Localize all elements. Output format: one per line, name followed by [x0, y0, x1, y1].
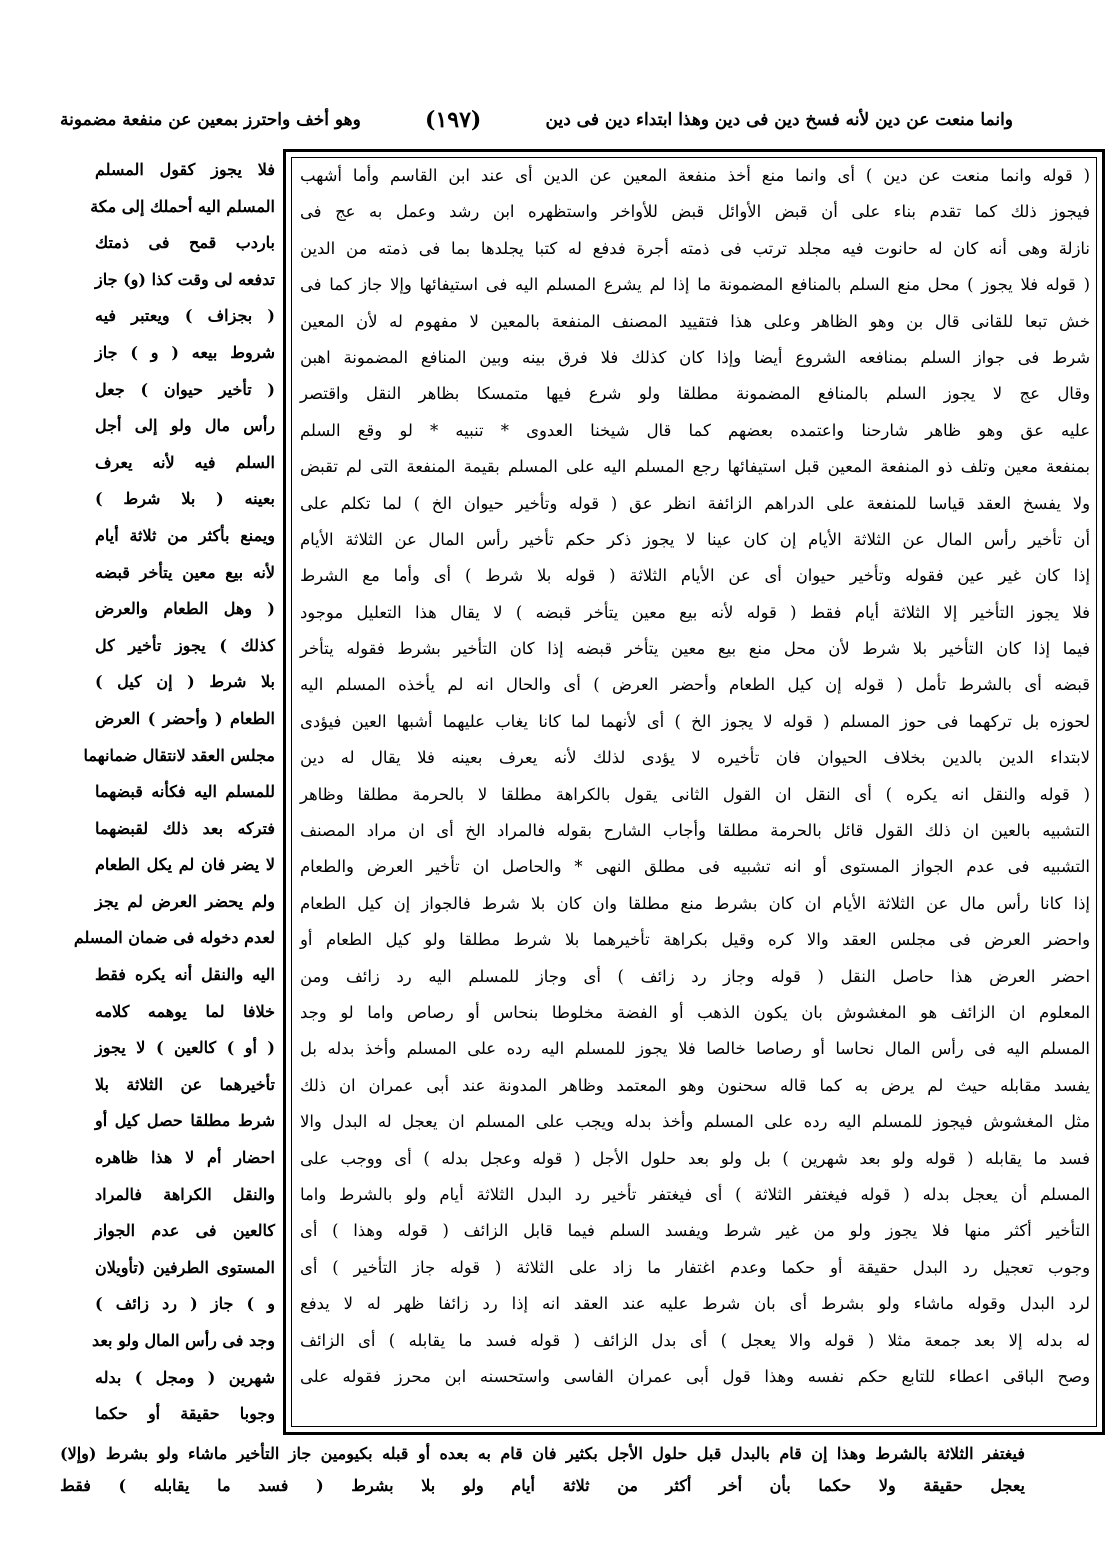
commentary-line: فيجوز ذلك كما تقدم بناء على أن قبض الأوائل قبض للأواخر واستظهره ابن رشد وعمل به عج فى [300, 202, 1090, 222]
margin-line: لعدم دخوله فى ضمان المسلم [73, 928, 275, 948]
commentary-line: أن تأخير رأس المال عن الثلاثة الأيام إن كان عينا لا يجوز ذكر حكم تأخير رأس المال عن الثلاثة الأيام [300, 529, 1090, 549]
commentary-text [300, 158, 1090, 1395]
margin-line: كالعين فى عدم الجواز [95, 1221, 275, 1241]
margin-line: ويمنع بأكثر من ثلاثة أيام [95, 525, 275, 545]
footer-line: يعجل حقيقة ولا حكما بأن أخر أكثر من ثلاثة أيام ولو بلا بشرط ( فسد ما يقابله ) فقط [60, 1476, 1025, 1495]
commentary-line: إذا كانا رأس مال عن الثلاثة الأيام ان كان بشرط منع مطلقا وان كان بلا شرط فالجواز إن كيل الطعام [300, 893, 1090, 913]
margin-line: ( بجزاف ) ويعتبر فيه [95, 306, 275, 326]
commentary-line: يفسد مقابله حيث لم يرض به كما قاله سحنون وهو المعتمد وظاهر المدونة عند أبى عمران ان ذلك [300, 1075, 1090, 1095]
margin-line: فتركه بعد ذلك لقبضهما [95, 818, 275, 838]
commentary-line: المعلوم ان الزائف هو المغشوش بان يكون الذهب أو الفضة مخلوطا بنحاس أو رصاص واما لو وجد [300, 1002, 1090, 1022]
commentary-line: التأخير أكثر منها فلا يجوز ولو من غير شرط ويفسد السلم فيما قابل الزائف ( قوله وهذا ) أى [300, 1221, 1090, 1241]
margin-line: خلافا لما يوهمه كلامه [95, 1001, 275, 1021]
margin-matn-text [73, 152, 275, 1433]
margin-line: اليه والنقل أنه يكره فقط [95, 965, 275, 985]
margin-line: شهرين ( ومجل ) بدله [95, 1367, 275, 1387]
margin-line: تأخيرهما عن الثلاثة بلا [95, 1074, 275, 1094]
margin-line: بعينه ( بلا شرط ) [95, 489, 275, 509]
commentary-line: قبضه أى بالشرط تأمل ( قوله إن كيل الطعام وأحضر العرض ) أى والحال انه لم يأخذه المسلم اليه [300, 675, 1090, 695]
margin-line: باردب قمح فى ذمتك [95, 233, 275, 253]
commentary-line: عليه عق وهو ظاهر شارحنا واعتمده بعضهم كما قال شيخنا العدوى * تنبيه * لو وقع السلم [300, 420, 1090, 440]
page-number: (١٩٧) [425, 107, 482, 133]
commentary-line: شرط فى جواز السلم بمنافعه الشروع أيضا وإذا كان كذلك فلا فرق بينه وبين المنافع المضمونة اهبن [300, 347, 1090, 367]
margin-line: احضار أم لا هذا ظاهره [95, 1148, 275, 1168]
margin-line: تدفعه لى وقت كذا (و) جاز [95, 269, 275, 289]
margin-line: ولم يحضر العرض لم يجز [95, 891, 275, 911]
commentary-line: إذا كان غير عين فقوله وتأخير حيوان أى عن الأيام الثلاثة ( قوله بلا شرط ) أى وأما مع الشرط [300, 566, 1090, 586]
margin-line: فلا يجوز كقول المسلم [95, 160, 275, 179]
margin-line: لأنه بيع معين يتأخر قبضه [95, 562, 275, 582]
commentary-line: فسد ما يقابله ( قوله ولو بعد شهرين ) بل ولو بعد حلول الأجل ( قوله وعجل بدله ) أى ووجب على [300, 1148, 1090, 1168]
margin-line: بلا شرط ( إن كيل ) [95, 672, 275, 692]
commentary-line: ( قوله فلا يجوز ) محل منع السلم بالمنافع المضمونة ما إذا لم يشرع المسلم اليه فى استيفائها وإلا جاز كما فى [300, 275, 1090, 295]
margin-line: شرط مطلقا حصل كيل أو [95, 1111, 275, 1131]
margin-line: وجوبا حقيقة أو حكما [95, 1404, 275, 1424]
commentary-line: وصح الباقى اعطاء للتابع حكم نفسه وهذا قول أبى عمران الفاسى واستحسنه ابن محرز فقوله على [300, 1366, 1090, 1386]
commentary-line: لابتداء الدين بالدين بخلاف الحيوان فان تأخيره لا يؤدى لذلك لأنه يعرف بعينه فلا يقال له دين [300, 748, 1090, 768]
commentary-line: التشبيه بالعين ان ذلك القول قائل بالحرمة مطلقا وأجاب الشارح بقوله فالمراد الخ أى ان مراد المصنف [300, 821, 1090, 841]
margin-line: للمسلم اليه فكأنه قبضهما [95, 782, 275, 802]
margin-line: ( أو ) كالعين ) لا يجوز [95, 1038, 275, 1058]
margin-line: وجد فى رأس المال ولو بعد [91, 1331, 275, 1350]
commentary-line: واحضر العرض فى مجلس العقد والا كره وقيل بكراهة تأخيرهما بلا شرط مطلقا ولو كيل الطعام أو [300, 930, 1090, 950]
commentary-line: ( قوله والنقل انه يكره ) أى النقل ان القول الثانى يقول بالكراهة مطلقا لا بالحرمة مطلقا وظاهر [300, 784, 1090, 804]
commentary-line: بمنفعة معين وتلف ذو المنفعة المعين قبل استيفائها رجع المسلم اليه على المسلم بقيمة المنفعة التى لم تقبض [300, 457, 1090, 477]
header-left-text: وهو أخف واحترز بمعين عن منفعة مضمونة [60, 110, 361, 130]
margin-line: رأس مال ولو إلى أجل [95, 416, 275, 436]
header-right-text: وانما منعت عن دين لأنه فسخ دين فى دين وهذا ابتداء دين فى دين [545, 110, 1013, 130]
footer-line: فيغتفر الثلاثة بالشرط وهذا إن قام بالبدل قبل حلول الأجل بكثير فان قام به بعده أو قبله بكيومين جاز التأخير ماشاء ولو بشرط (وإلا) [60, 1444, 1025, 1463]
commentary-line: ( قوله وانما منعت عن دين ) أى وانما منع أخذ منفعة المعين عن الدين أى عند ابن القاسم وأما أشهب [300, 166, 1090, 185]
margin-line: ( تأخير حيوان ) جعل [95, 379, 275, 399]
commentary-line: وجوب تعجيل رد البدل حقيقة أو حكما وعدم اغتفار ما زاد على الثلاثة ( قوله جاز التأخير ) أى [300, 1257, 1090, 1277]
margin-line: المستوى الطرفين (تأويلان [95, 1257, 275, 1277]
margin-line: المسلم اليه أحملك إلى مكة [90, 196, 275, 216]
commentary-line: وقال عج لا يجوز السلم بالمنافع المضمونة مطلقا ولو شرع فيها متمسكا بظاهر النقل واقتصر [300, 384, 1090, 404]
margin-line: لا يضر فان لم يكل الطعام [95, 855, 275, 875]
commentary-line: خش تبعا للقانى قال بن وهو الظاهر وعلى هذا فتقييد المصنف المنفعة بالمعين لا مفهوم له لأن المعين [300, 311, 1090, 331]
commentary-line: فلا يجوز التأخير إلا الثلاثة أيام فقط ( قوله لأنه بيع معين يتأخر قبضه ) لا يقال هذا التعليل موجود [300, 602, 1090, 622]
commentary-line: مثل المغشوش فيجوز للمسلم اليه رده على المسلم وأخذ بدله ويجب على المسلم ان يعجل له البدل والا [300, 1112, 1090, 1132]
commentary-line: فيما إذا كان التأخير بلا شرط لأن محل منع بيع معين يتأخر قبضه إذا كان التأخير بشرط فقوله يتأخر [300, 639, 1090, 659]
commentary-line: نازلة وهى أنه كان له حانوت فيه مجلد ترتب فى ذمته أجرة فدفع له كتبا يجلدها بما فى ذمته من الدين [300, 238, 1090, 258]
margin-line: السلم فيه لأنه يعرف [95, 452, 275, 472]
commentary-line: لحوزه بل تركهما فى حوز المسلم ( قوله لا يجوز الخ ) أى لأنهما لما كانا يغاب عليهما أشبها العين فيؤدى [300, 711, 1090, 731]
commentary-line: لرد البدل وقوله ماشاء ولو بشرط أى بان شرط عليه عند العقد انه إذا رد زائفا ظهر له لا يدفع [300, 1294, 1090, 1314]
commentary-line: له بدله إلا بعد جمعة مثلا ( قوله والا يعجل ) أى بدل الزائف ( قوله فسد ما يقابله ) أى الزائف [300, 1330, 1090, 1350]
commentary-line: احضر العرض هذا حاصل النقل ( قوله وجاز رد زائف ) أى وجاز للمسلم اليه رد زائف ومن [300, 966, 1090, 986]
commentary-line: المسلم اليه فى رأس المال نحاسا أو رصاصا خالصا فلا يجوز للمسلم اليه رده على المسلم وأخذ بدله بل [300, 1039, 1090, 1059]
footer-matn-text [60, 1438, 1025, 1502]
margin-line: مجلس العقد لانتقال ضمانهما [83, 745, 275, 765]
margin-line: شروط بيعه ( و ) جاز [95, 342, 275, 362]
page-header [60, 100, 1013, 140]
margin-line: و ) جاز ( رد زائف ) [95, 1294, 275, 1314]
margin-line: الطعام ( وأحضر ) العرض [95, 708, 275, 728]
commentary-line: ولا يفسخ العقد قياسا للمنفعة على الدراهم الزائفة انظر عق ( قوله وتأخير حيوان الخ ) لما تكلم على [300, 493, 1090, 513]
margin-line: ( وهل الطعام والعرض [95, 599, 275, 619]
commentary-line: التشبيه فى عدم الجواز المستوى أو انه تشبيه فى مطلق النهى * والحاصل ان تأخير العرض والطعام [300, 857, 1090, 877]
margin-line: كذلك ) يجوز تأخير كل [95, 635, 275, 655]
commentary-line: المسلم أن يعجل بدله ( قوله فيغتفر الثلاثة ) أى فيغتفر تأخير رد البدل الثلاثة أيام ولو بالشرط واما [300, 1184, 1090, 1204]
margin-line: والنقل الكراهة فالمراد [95, 1184, 275, 1204]
